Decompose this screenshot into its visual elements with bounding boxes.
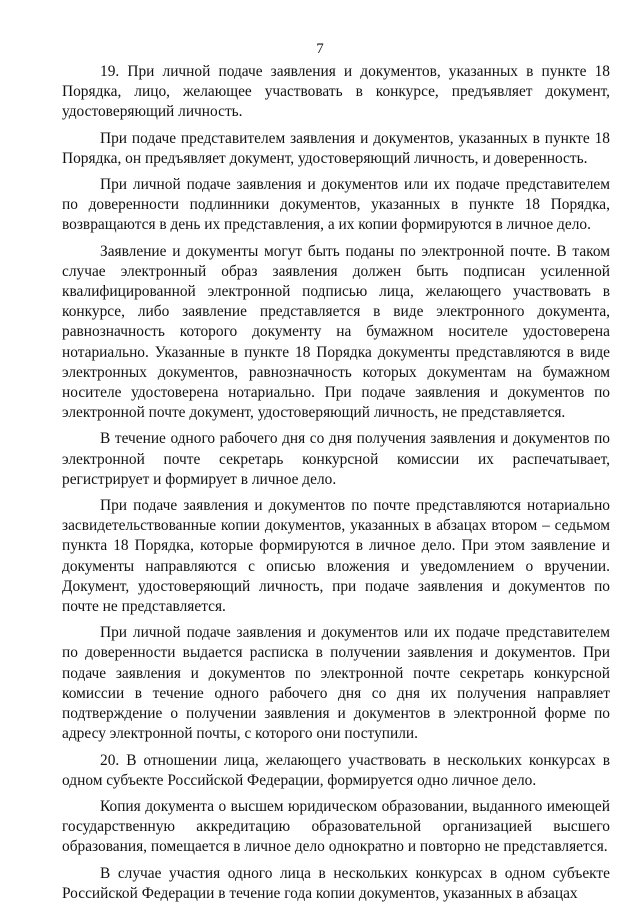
paragraph-email-registration: В течение одного рабочего дня со дня получения заявления и документов по электронной почте секретарь конкурсной комиссии их распечатывает, регистрирует и формирует в личное дело. bbox=[62, 430, 610, 488]
paragraph-postal-submission: При подаче заявления и документов по почте представляются нотариально засвидетельствованные копии документов, указанных в абзацах втором – седьмом пункта 18 Порядка, которые формируются в личное дело. При этом заявление и документы направляются с описью вложения и уведомлением о вручении. Документ, удостоверяющий личность, при подаче заявления и документов по почте не представляется. bbox=[62, 497, 610, 616]
paragraph-originals-returned: При личной подаче заявления и документов или их подаче представителем по доверенности подлинники документов, указанных в пункте 18 Порядка, возвращаются в день их представления, а их копии формируются в личное дело. bbox=[62, 176, 610, 234]
document-body bbox=[62, 62, 610, 904]
paragraph-multiple-contests: В случае участия одного лица в нескольких конкурсах в одном субъекте Российской Федерации в течение года копии документов, указанных в абзацах bbox=[62, 864, 610, 902]
paragraph-item-20: 20. В отношении лица, желающего участвовать в нескольких конкурсах в одном субъекте Российской Федерации, формируется одно личное дело. bbox=[62, 751, 610, 789]
paragraph-representative-submission: При подаче представителем заявления и документов, указанных в пункте 18 Порядка, он предъявляет документ, удостоверяющий личность, и доверенность. bbox=[62, 129, 610, 167]
paragraph-email-submission: Заявление и документы могут быть поданы по электронной почте. В таком случае электронный образ заявления должен быть подписан усиленной квалифицированной электронной подписью лица, желающего участвовать в конкурсе, либо заявление представляется в виде электронного документа, равнозначность которого документу на бумажном носителе удостоверена нотариально. Указанные в пункте 18 Порядка документы представляются в виде электронных документов, равнозначность которых документам на бумажном носителе удостоверена нотариально. При подаче заявления и документов по электронной почте документ, удостоверяющий личность, не представляется. bbox=[62, 242, 610, 422]
page-number: 7 bbox=[316, 41, 324, 57]
paragraph-receipt-issued: При личной подаче заявления и документов или их подаче представителем по доверенности выдается расписка в получении заявления и документов. При подаче заявления и документов по электронной почте секретарь конкурсной комиссии в течение одного рабочего дня со дня их получения направляет подтверждение о получении заявления и документов в электронной форме по адресу электронной почты, с которого они поступили. bbox=[62, 624, 610, 743]
paragraph-item-19: 19. При личной подаче заявления и документов, указанных в пункте 18 Порядка, лицо, желающее участвовать в конкурсе, предъявляет документ, удостоверяющий личность. bbox=[62, 63, 610, 121]
paragraph-diploma-copy: Копия документа о высшем юридическом образовании, выданного имеющей государственную аккредитацию образовательной организацией высшего образования, помещается в личное дело однократно и повторно не представляется. bbox=[62, 797, 610, 856]
